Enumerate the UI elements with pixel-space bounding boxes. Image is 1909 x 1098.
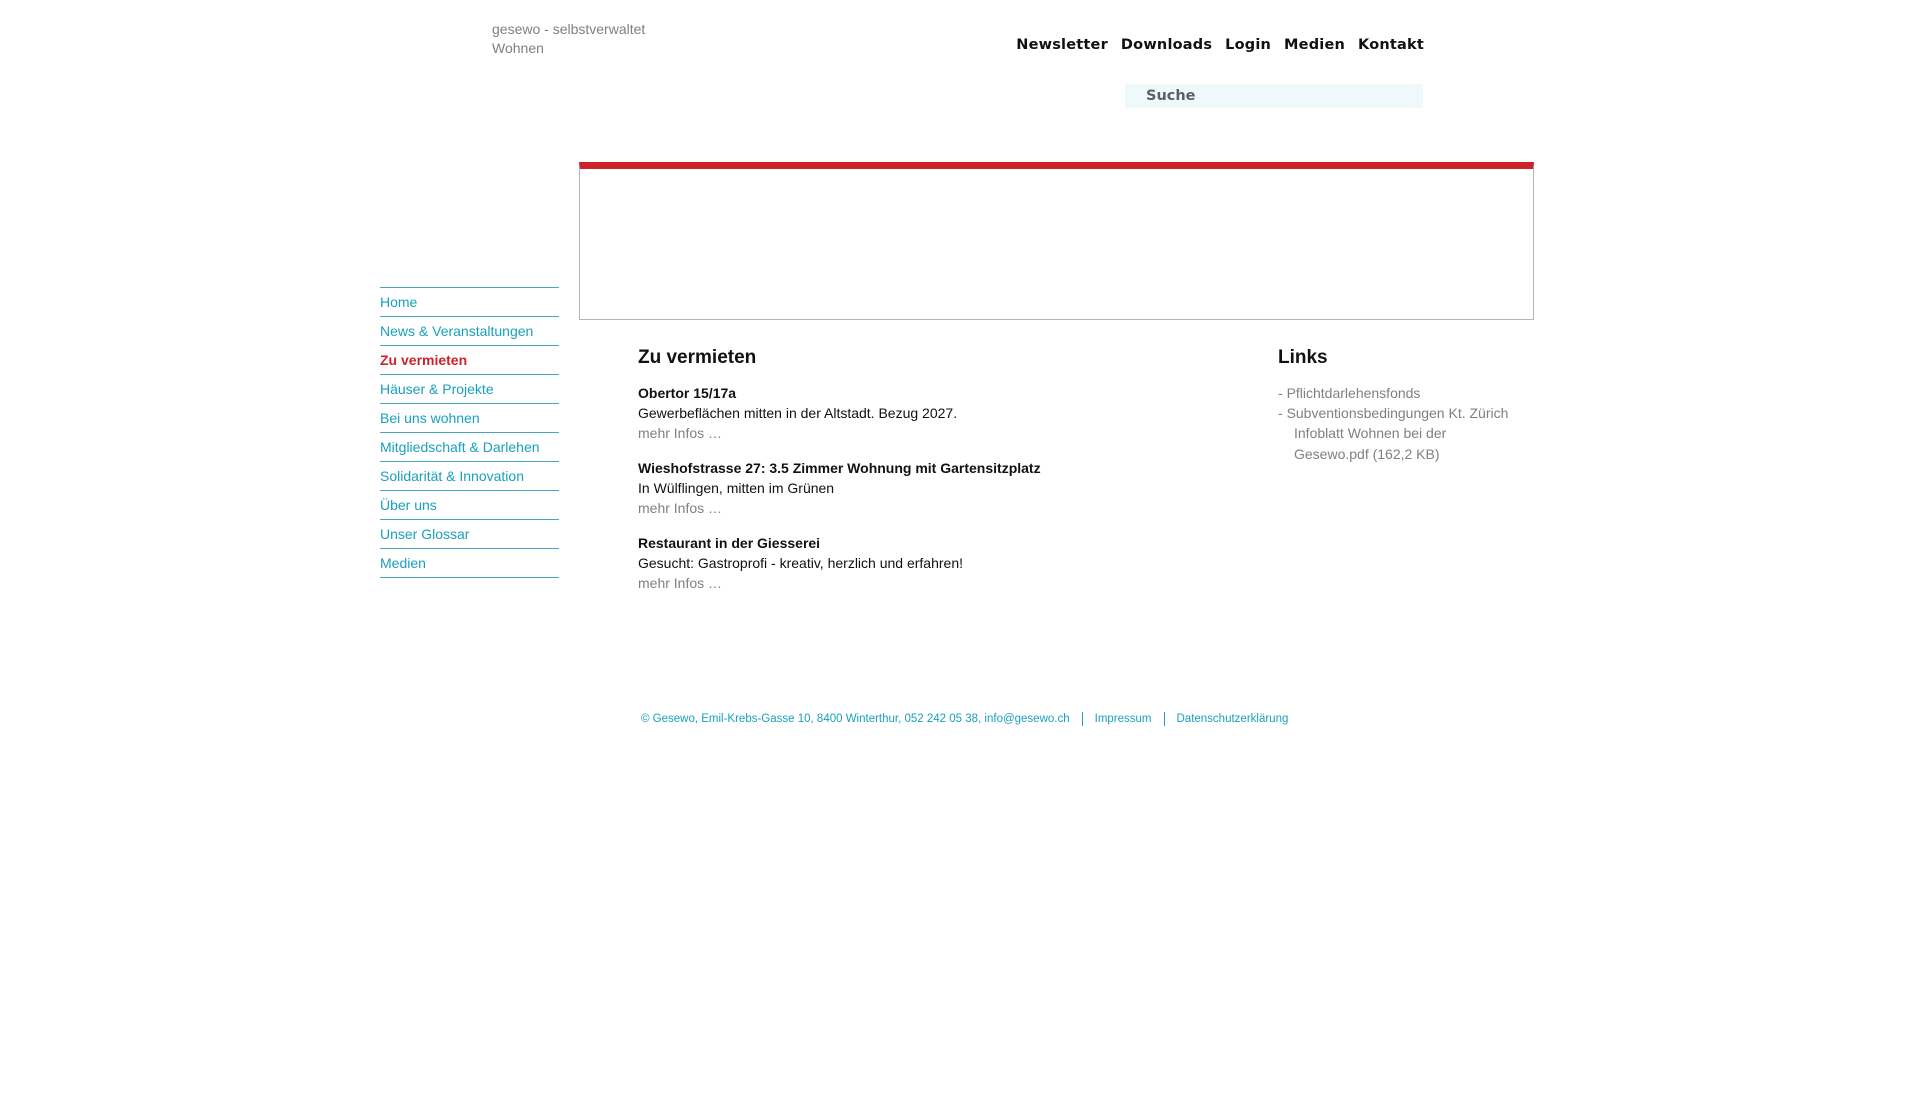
links-heading: Links xyxy=(1278,347,1328,368)
top-navigation xyxy=(1016,37,1424,53)
link-infoblatt-pdf[interactable]: Infoblatt Wohnen bei der Gesewo.pdf (162,2 KB) xyxy=(1294,425,1447,462)
link-sub-item xyxy=(1278,423,1469,465)
sidebar-link-news[interactable]: News & Veranstaltungen xyxy=(380,323,534,339)
listing-item xyxy=(638,533,1198,594)
site-tagline[interactable] xyxy=(492,20,692,58)
nav-downloads[interactable]: Downloads xyxy=(1120,37,1213,53)
link-bullet: - xyxy=(1278,405,1287,421)
sidebar-item-haeuser xyxy=(380,375,559,404)
sidebar-item-news xyxy=(380,317,559,346)
tagline-line-1: gesewo - selbstverwaltet xyxy=(492,21,646,37)
listing-item xyxy=(638,458,1198,519)
nav-login[interactable]: Login xyxy=(1225,37,1272,53)
listing-description: Gesucht: Gastroprofi - kreativ, herzlich und erfahren! xyxy=(638,555,963,571)
listing-title[interactable]: Wieshofstrasse 27: 3.5 Zimmer Wohnung mit Gartensitzplatz xyxy=(638,460,1041,476)
links-panel xyxy=(1278,347,1528,465)
more-info-link[interactable]: mehr Infos … xyxy=(638,575,723,591)
sidebar-item-zu-vermieten xyxy=(380,346,559,375)
nav-kontakt[interactable]: Kontakt xyxy=(1358,37,1424,53)
more-info-link[interactable]: mehr Infos … xyxy=(638,425,723,441)
sidebar-link-glossar[interactable]: Unser Glossar xyxy=(380,526,470,542)
sidebar-link-medien[interactable]: Medien xyxy=(380,555,426,571)
sidebar-link-bei-uns-wohnen[interactable]: Bei uns wohnen xyxy=(380,410,480,426)
search-input[interactable] xyxy=(1125,84,1423,108)
sidebar-item-medien xyxy=(380,549,559,578)
sidebar-item-mitgliedschaft xyxy=(380,433,559,462)
listing-title[interactable]: Restaurant in der Giesserei xyxy=(638,535,821,551)
sidebar-link-ueber-uns[interactable]: Über uns xyxy=(380,497,437,513)
sidebar-item-glossar xyxy=(380,520,559,549)
link-suffix: Kt. Zürich xyxy=(1444,405,1509,421)
sidebar-link-mitgliedschaft[interactable]: Mitgliedschaft & Darlehen xyxy=(380,439,540,455)
listing-title[interactable]: Obertor 15/17a xyxy=(638,385,737,401)
link-bullet: - xyxy=(1278,385,1287,401)
main-content xyxy=(638,347,1198,608)
link-subventionsbedingungen[interactable]: Subventionsbedingungen xyxy=(1286,405,1445,421)
more-info-link[interactable]: mehr Infos … xyxy=(638,500,723,516)
sidebar-link-zu-vermieten[interactable]: Zu vermieten xyxy=(380,352,468,368)
listing-description: Gewerbeflächen mitten in der Altstadt. Bezug 2027. xyxy=(638,405,958,421)
sidebar-link-haeuser[interactable]: Häuser & Projekte xyxy=(380,381,494,397)
footer-separator xyxy=(1082,712,1083,726)
listing-item xyxy=(638,383,1198,444)
sidebar-item-ueber-uns xyxy=(380,491,559,520)
nav-medien[interactable]: Medien xyxy=(1284,37,1346,53)
footer-impressum-link[interactable]: Impressum xyxy=(1094,713,1152,725)
footer-privacy-link[interactable]: Datenschutzerklärung xyxy=(1176,713,1289,725)
sidebar-item-bei-uns-wohnen xyxy=(380,404,559,433)
link-pflichtdarlehensfonds[interactable]: Pflichtdarlehensfonds xyxy=(1286,385,1421,401)
link-item xyxy=(1278,403,1528,423)
sidebar-navigation xyxy=(380,287,559,578)
sidebar-item-solidaritaet xyxy=(380,462,559,491)
page-title: Zu vermieten xyxy=(638,347,757,368)
listing-description: In Wülflingen, mitten im Grünen xyxy=(638,480,835,496)
nav-newsletter[interactable]: Newsletter xyxy=(1016,37,1108,53)
sidebar-item-home xyxy=(380,288,559,317)
footer xyxy=(641,712,1288,726)
footer-address: © Gesewo, Emil-Krebs-Gasse 10, 8400 Winterthur, 052 242 05 38, info@gesewo.ch xyxy=(641,713,1070,725)
sidebar-link-solidaritaet[interactable]: Solidarität & Innovation xyxy=(380,468,524,484)
header-banner xyxy=(579,162,1534,320)
footer-separator xyxy=(1164,712,1165,726)
link-item xyxy=(1278,383,1528,403)
tagline-line-2: Wohnen xyxy=(492,40,544,56)
sidebar-link-home[interactable]: Home xyxy=(380,294,418,310)
